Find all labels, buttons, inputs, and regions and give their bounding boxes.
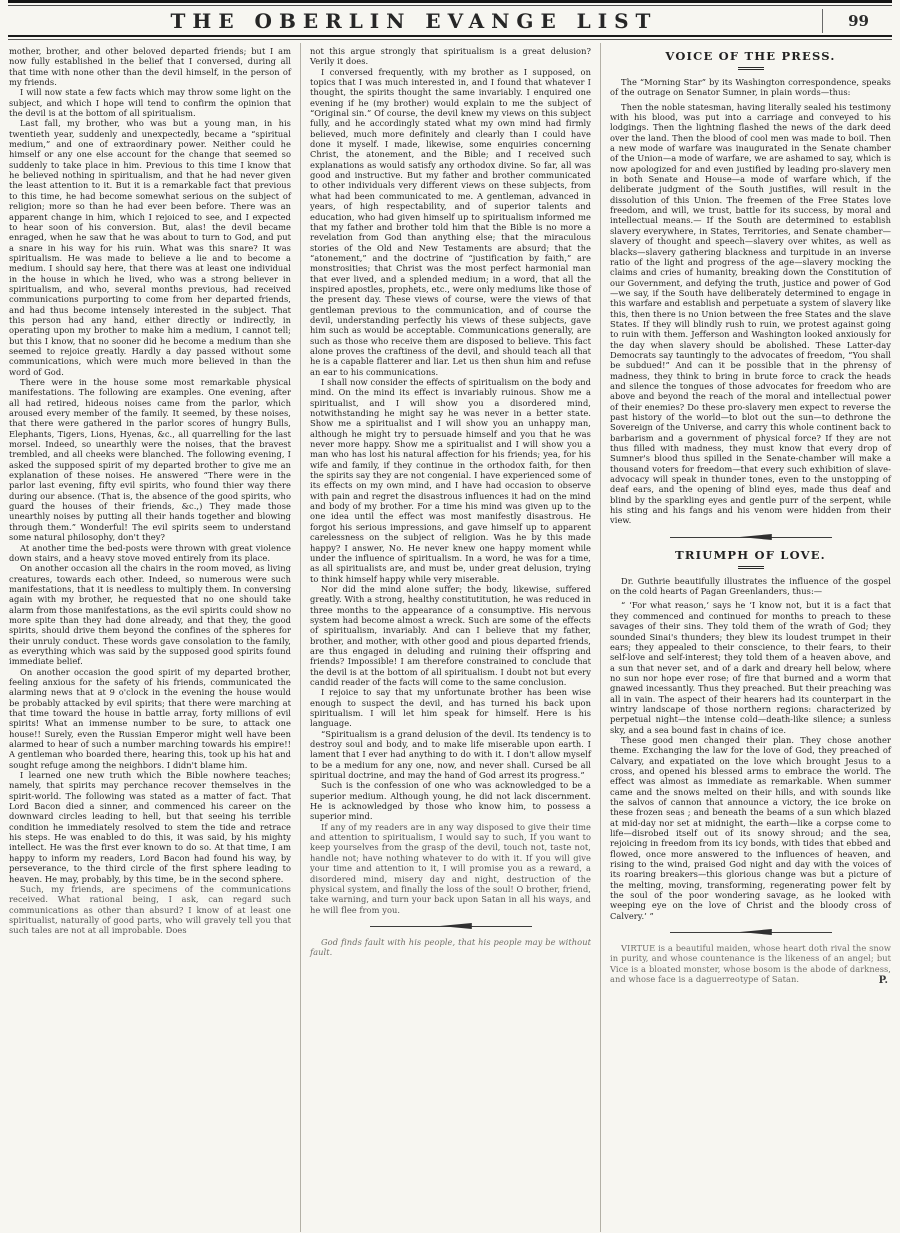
paragraph: Such is the confession of one who was acknowledged to be a superior medium. Although young, he did not lack discernment. He is acknowledged by those who know him, to possess a superior mind. [310, 780, 591, 822]
paragraph: At another time the bed-posts were thrown with great violence down stairs, and a heavy stove moved entirely from its place. [9, 542, 291, 563]
section-divider [338, 922, 563, 931]
paragraph: On another occasion all the chairs in the room moved, as living creatures, towards each other. Indeed, so numerous were such manifestations, that it is needless to multiply them. In conversing again with my brother, he requested that no one should take alarm from those manifestations, as the evil spirits could show no more spite than they had done already, and that they, the good spirits, should drive them beyond the confines of the spheres for their unruly conduct. These words gave consolation to the family, as everything which was said by the supposed good spirits found immediate belief. [9, 563, 291, 667]
paragraph: Dr. Guthrie beautifully illustrates the influence of the gospel on the cold hearts of Pagan Greenlanders, thus:— [610, 575, 891, 597]
aphorism: VIRTUE is a beautiful maiden, whose heart doth rival the snow in purity, and whose countenance is the likeness of an angel; but Vice is a bloated monster, whose bosom is the abode of darkness, and whose face is a daguerreotype of Satan. [610, 943, 891, 985]
paragraph: On another occasion the good spirit of my departed brother, feeling anxious for the safety of his friends, communicated the alarming news that at 9 o'clock in the evening the house would be probably attacked by evil spirits; that there were marching at that time toward the house in battle array, forty millions of evil spirits! What an immense number to be sure, to attack one house!! Surely, even the Russian Emperor might well have been alarmed to hear of such a number marching towards his empire!! A gentleman who boarded there, hearing this, took up his hat and sought refuge among the neighbors. I didn't blame him. [9, 666, 291, 770]
column-3 [600, 43, 900, 1232]
arrow-divider-icon [739, 929, 771, 935]
column-1 [0, 43, 300, 1232]
arrow-divider-icon [439, 923, 471, 929]
page-body [0, 40, 900, 1232]
paragraph: Such, my friends, are specimens of the communications received. What rational being, I ask, can regard such communications as other than absurd? I know of at least one spiritualist, naturally of good parts, who will gravely tell you that such tales are not at all improbable. Does [9, 883, 291, 936]
paragraph: I will now state a few facts which may throw some light on the subject, and which I hope will tend to confirm the opinion that the devil is at the bottom of all spiritualism. [9, 87, 291, 119]
paragraph: “Spiritualism is a grand delusion of the devil. Its tendency is to destroy soul and body, and to make life miserable upon earth. I lament that I ever had anything to do with it. I don't allow myself to be a medium for any one, now, and never shall. Cursed be all spiritual doctrine, and may the hand of God arrest its progress.” [310, 728, 591, 781]
paragraph: mother, brother, and other beloved departed friends; but I am now fully established in the belief that I conversed, during all that time with none other than the devil himself, in the person of my friends. [9, 46, 291, 88]
newspaper-title: THE OBERLIN EVANGE LIST [170, 8, 658, 33]
author-signature: P. [878, 974, 888, 986]
paragraph: “ ‘For what reason,’ says he ‘I know not, but it is a fact that they commenced and continued for months to preach to these savages of their sins. They told them of the wrath of God; they sounded Sinai's thunders; they blew its loudest trumpet in their ears; they appealed to their conscience, to their fears, to their self-love and self-interest; they told them of a heaven above, and a sun that never set, and of a dark and dreary hell below, where no sun nor hope ever rose; of fire that burned and a worm that gnawed incessantly. Thus they preached. But their preaching was all in vain. The aspect of their hearers had its counterpart in the wintry landscape of those northern regions: characterized by perpetual night—the intense cold—death-like silence; a sunless sky, and a sea bound fast in chains of ice. [610, 600, 891, 735]
section-divider [638, 533, 863, 542]
paragraph: not this argue strongly that spiritualism is a great delusion? Verily it does. [310, 46, 591, 67]
page-number: 99 [822, 9, 894, 33]
column-2 [300, 43, 600, 1232]
article-heading-triumph-of-love: TRIUMPH OF LOVE. [675, 547, 826, 562]
paragraph: I rejoice to say that my unfortunate brother has been wise enough to suspect the devil, and has turned his back upon spiritualism. I will let him speak for himself. Here is his language. [310, 687, 591, 729]
paragraph: These good men changed their plan. They chose another theme. Exchanging the law for the love of God, they preached of Calvary, and expatiated on the love which brought Jesus to a cross, and opened his blessed arms to embrace the world. The effect was almost as immediate as remarkable. When summer came and the snows melted on their hills, and with sounds like the salvos of cannon that announce a victory, the ice broke on these frozen seas ; and beneath the beams of a sun which blazed at mid-day nor set at midnight, the earth—like a corpse come to life—disrobed itself out of its snowy shroud; and the sea, rejoicing in freedom from its icy bonds, with tides that ebbed and flowed, once more answered to the influences of heaven, and rising to the wind, praised God night and day with the voices of its roaring breakers—this glorious change was but a picture of the melting, moving, transforming, regenerating power felt by the soul of the poor wondering savage, as he looked with weeping eye on the love of Christ and the bloody cross of Calvery.’ ” [610, 734, 891, 921]
paragraph: I shall now consider the effects of spiritualism on the body and mind. On the mind its effect is invariably ruinous. Show me a spiritualist, and I will show you a disordered mind, notwithstanding he might say he was never in a better state. Show me a spiritualist and I will show you an unhappy man, although he might try to persuade himself and you that he was never more happy. Show me a spiritualist and I will show you a man who has lost his natural affection for his friends; yea, for his wife and family, if they continue in the orthodox faith, for then the spirits say they are not congenial. I have experienced some of its effects on my own mind, and I have had occasion to observe with pain and regret the disastrous influences it had on the mind and body of my brother. For a time his mind was given up to the one idea until the effect was most manifestly disastrous. He forgot his serious impressions, and gave himself up to apparent carelessness on the subject of religion. Was he by this made happy? I answer, No. He never knew one happy moment while under the influence of spiritualism. In a word, he was for a time, as all spiritualists are, and must be, under great delusion, trying to think himself happy while very miserable. [310, 377, 591, 584]
paragraph: I learned one new truth which the Bible nowhere teaches; namely, that spirits may perchance recover themselves in the spirit-world. The following was stated as a matter of fact. That Lord Bacon died a sinner, and commenced his career on the downward circles leading to hell, but that seeing his terrible condition he immediately resolved to stem the tide and retrace his steps. He was enabled to do this, it was said, by his mighty intellect. He was the first ever known to do so. At that time, I am happy to inform my readers, Lord Bacon had found his way, by perseverance, to the third circle of the first sphere leading to heaven. He may, probably, by this time, be in the second sphere. [9, 770, 291, 884]
heading-rule [738, 67, 764, 70]
section-divider [638, 928, 863, 937]
virtue-aphorism-block [610, 943, 891, 984]
paragraph: The “Morning Star” by its Washington correspondence, speaks of the outrage on Senator Sumner, in plain words—thus: [610, 77, 891, 98]
aphorism: God finds fault with his people, that his people may be without fault. [310, 936, 591, 958]
paragraph: Nor did the mind alone suffer; the body, likewise, suffered greatly. With a strong, healthy constitutitution, he was reduced in three months to the appearance of a consumptive. His nervous system had become almost a wreck. Such are some of the effects of spiritualism, invariably. And can I believe that my father, brother, and mother, with other good and pious departed friends, are thus engaged in deluding and ruining their offspring and friends? Impossible! I am therefore constrained to conclude that the devil is at the bottom of all spiritualism. I doubt not but every candid reader of the facts will come to the same conclusion. [310, 583, 591, 687]
heading-rule [738, 566, 764, 569]
paragraph: Last fall, my brother, who was but a young man, in his twentieth year, suddenly and unexpectedly, became a “spiritual medium,” and one of extraordinary power. Neither could he himself or any one else account for the change that seemed so suddenly to take place in him. Previous to this time I know that he believed nothing in spiritualism, and that he had never given the least attention to it. But it is a remarkable fact that previous to this time, he had become somewhat serious on the subject of religion; more so than he had ever been before. There was an apparent change in him, which I rejoiced to see, and I expected to hear soon of his conversion. But, alas! the devil became enraged, when he saw that he was about to turn to God, and put a snare in his way for his ruin. What was this snare? It was spiritualism. He was made to believe a lie and to become a medium. I should say here, that there was at least one individual in the house in which he lived, who was a strong believer in spiritualism, and who, several months previous, had received communications purporting to come from her departed friends, and had thus become intensely interested in the subject. That this person had any hand, either directly or indirectly, in operating upon my brother to make him a medium, I cannot tell; but this I know, that no sooner did he become a medium than she seemed to rejoice greatly. Hardly a day passed without some communications, which were much more believed in than the word of God. [9, 118, 291, 377]
paragraph: I conversed frequently, with my brother as I supposed, on topics that I was much interested in, and I found that whatever I thought, the spirits thought the same invariably. I enquired one evening if he (my brother) would explain to me the subject of “Original sin.” Of course, the devil knew my views on this subject fully, and he accordingly stated what my own mind had firmly believed, much more definitely and clearly than I could have done it myself. I made, likewise, some enquiries concerning Christ, the atonement, and the Bible; and I received such explanations as would satisfy any orthodox divine. So far, all was good and instructive. But my father and brother communicated to other individuals very different views on these subjects, from what had been communicated to me. A gentleman, advanced in years, of high respectability, and of superior talents and education, who had given himself up to spiritualism informed me that my father and brother told him that the Bible is no more a revelation from God than anything else; that the miraculous stories of the Old and New Testaments are absurd; that the “atonement,” and the doctrine of “justification by faith,” are monstrosities; that Christ was the most perfect harmonial man that ever lived, and a splended medium; in a word, that all the inspired apostles, prophets, etc., were only mediums like those of the present day. These views of course, were the views of that gentleman previous to the communication, and of course the devil, understanding perfectly his views of these subjects, gave him such as would be acceptable. Communications generally, are such as those who receive them are disposed to believe. This fact alone proves the craftiness of the devil, and should teach all that he is a capable flatterer and liar. Let us then shun him and refuse an ear to his communications. [310, 66, 591, 377]
paragraph: If any of my readers are in any way disposed to give their time and attention to spiritualism, I would say to such, If you want to keep yourselves from the grasp of the devil, touch not, taste not, handle not; have nothing whatever to do with it. If you will give your time and attention to it, I will promise you as a reward, a disordered mind, misery day and night, destruction of the physical system, and finally the loss of the soul! O brother, friend, take warning, and turn your back upon Satan in all his ways, and he will flee from you. [310, 821, 591, 915]
arrow-divider-icon [739, 534, 771, 540]
paragraph: Then the noble statesman, having literally sealed his testimony with his blood, was put into a carriage and conveyed to his lodgings. Then the lightning flashed the news of the dark deed over the land. Then the blood of cool men was made to boil. Then a new mode of warfare was inaugurated in the Senate chamber of the Union—a mode of warfare, we are ashamed to say, which is now apologized for and even justified by leading pro-slavery men in both Senate and House—a mode of warfare which, if the deliberate judgment of the South justifies, will result in the dissolution of this Union. The freemen of the Free States love freedom, and will, we trust, battle for its success, by moral and intellectual means.— If the South are determined to establish slavery everywhere, in States, Territories, and Senate chamber—slavery of thought and speech—slavery over whites, as well as blacks—slavery gathering blackness and turpitude in an inverse ratio of the light and progress of the age—slavery mocking the claims and cries of humanity, breaking down the Constitution of our Government, and defying the truth, justice and power of God—we say, if the South have deliberately determined to engage in this warfare and establish and perpetuate a system of slavery like this, then there is no Union between the free States and the slave States. If they will blindly rush to ruin, we protest against going to ruin with them. Jefferson and Washington looked anxiously for the day when slavery should be abolished. These Latter-day Democrats say tauntingly to the advocates of freedom, “You shall be subdued!” And can it be possible that in the phrensy of madness, they think to bring in brute force to crack the heads and silence the tongues of those advocates for freedom who are above and beyond the reach of the moral and intellectual power of their enemies? Do these pro-slavery men expect to reverse the past history of the world—to blot out the sun—to dethrone the Sovereign of the Universe, and carry this whole continent back to barbarism and a government of physical force? If they are not thus filled with madness, they must know that every drop of Sumner's blood thus spilled in the Senate-chamber will make a thousand voters for freedom—that every such exhibition of slave-advocacy will speak in thunder tones, even to the unstopping of deaf ears, and the opening of blind eyes, made thus deaf and blind by the sparkling eyes and gentle purr of the serpent, while his sting and his fangs and his venom were hidden from their view. [610, 101, 891, 526]
paragraph: There were in the house some most remarkable physical manifestations. The following are examples. One evening, after all had retired, hideous noises came from the parlor, which aroused every member of the family. It seemed, by these noises, that there were gathered in the parlor scores of hungry Bulls, Elephants, Tigers, Lions, Hyenas, &c., all quarrelling for the last morsel. Indeed, so unearthly were the noises, that the bravest trembled, and all cheeks were blanched. The following evening, I asked the supposed spirit of my departed brother to give me an explanation of these noises. He answered “There were in the parlor last evening, fifty evil spirits, who found thier way there during our absence. (That is, the absence of the good spirits, who guard the houses of their friends, &c.,) They made those unearthly noises by putting all their hands together and blowing through them.” Wonderful! The evil spirits seem to understand some natural philosophy, don't they? [9, 377, 291, 543]
article-heading-voice-of-the-press: VOICE OF THE PRESS. [665, 49, 836, 63]
masthead [0, 0, 900, 40]
